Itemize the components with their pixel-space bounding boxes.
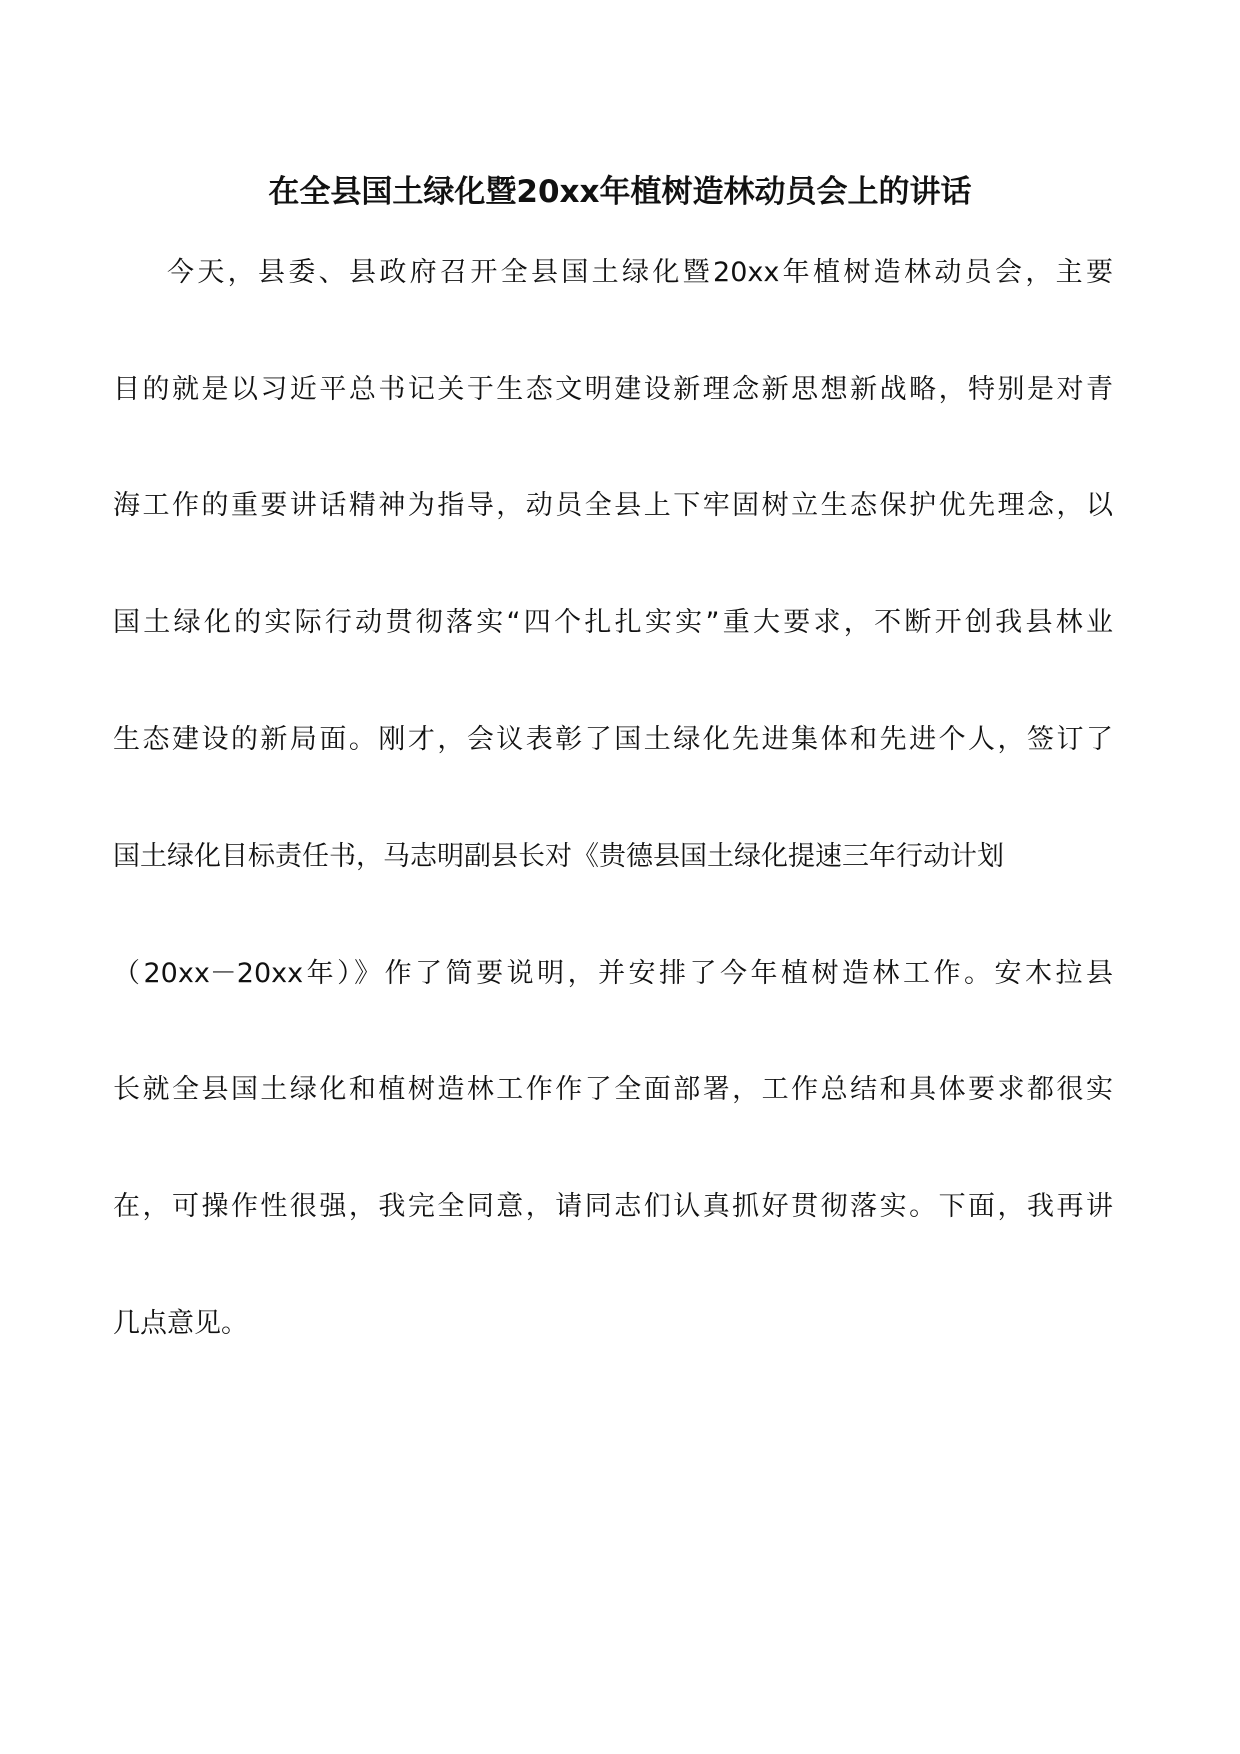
paragraph-line: （20xx－20xx年）》作了简要说明，并安排了今年植树造林工作。安木拉县: [113, 958, 1113, 989]
paragraph-line: 国土绿化目标责任书，马志明副县长对《贵德县国土绿化提速三年行动计划: [113, 841, 1004, 872]
paragraph-line: 生态建设的新局面。刚才，会议表彰了国土绿化先进集体和先进个人，签订了: [113, 724, 1113, 755]
paragraph-line: 几点意见。: [113, 1308, 248, 1339]
document-title: 在全县国土绿化暨20xx年植树造林动员会上的讲话: [268, 174, 972, 210]
paragraph-line: 海工作的重要讲话精神为指导，动员全县上下牢固树立生态保护优先理念，以: [113, 490, 1113, 521]
paragraph-line: 目的就是以习近平总书记关于生态文明建设新理念新思想新战略，特别是对青: [113, 374, 1113, 405]
paragraph-line: 国土绿化的实际行动贯彻落实“四个扎扎实实”重大要求，不断开创我县林业: [113, 607, 1113, 638]
paragraph-line: 长就全县国土绿化和植树造林工作作了全面部署，工作总结和具体要求都很实: [113, 1074, 1113, 1105]
paragraph-line: 在，可操作性很强，我完全同意，请同志们认真抓好贯彻落实。下面，我再讲: [113, 1191, 1113, 1222]
paragraph-line: 今天，县委、县政府召开全县国土绿化暨20xx年植树造林动员会，主要: [167, 257, 1113, 288]
